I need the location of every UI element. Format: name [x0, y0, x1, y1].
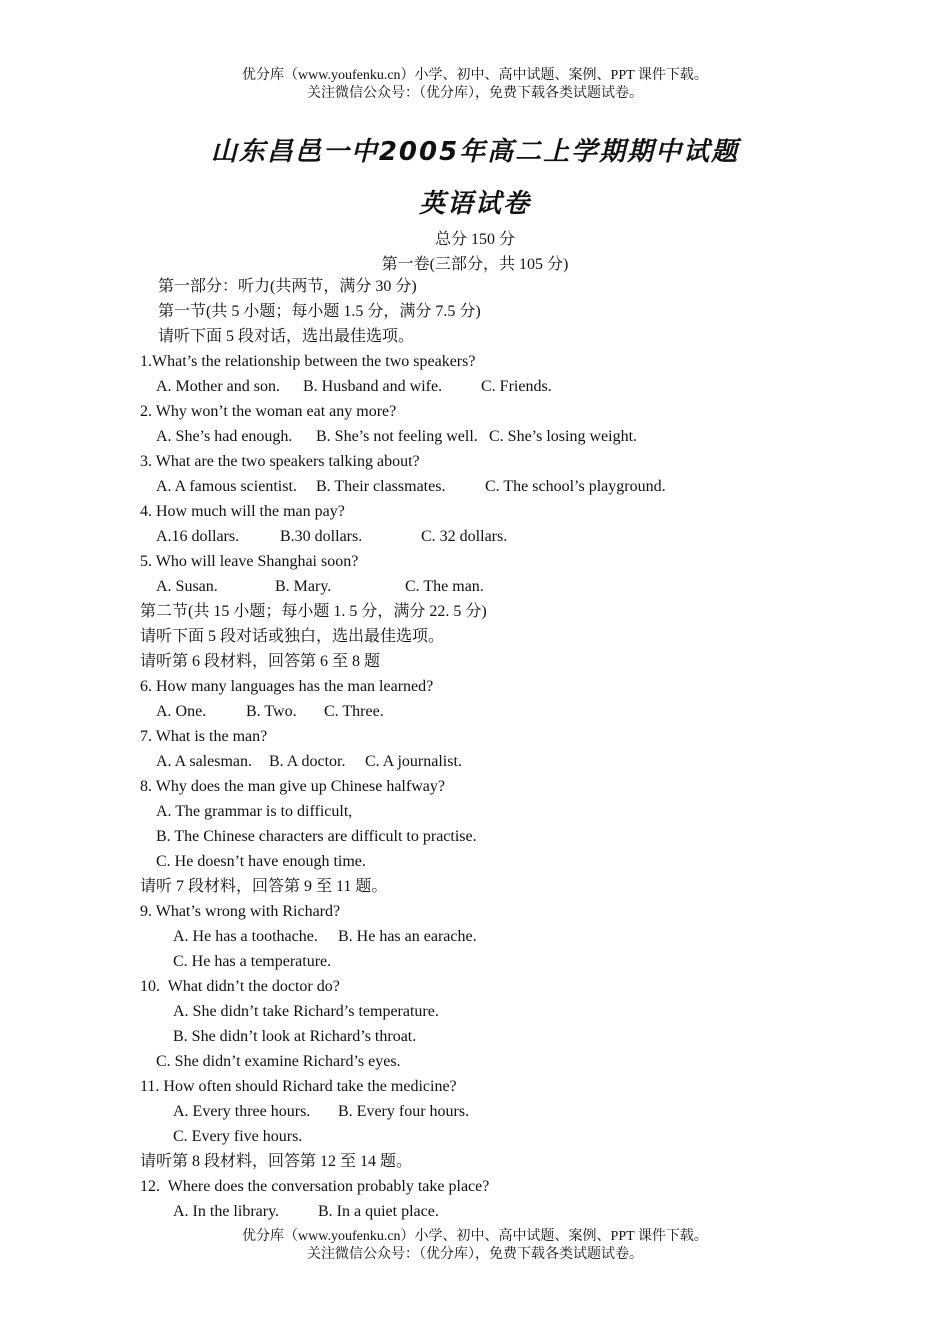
exam-subtitle: 英语试卷 [418, 189, 531, 219]
answer-option: B.30 dollars. [280, 528, 363, 545]
total-score: 总分 150 分 [434, 231, 515, 248]
text-line: 4. How much will the man pay? [140, 503, 345, 520]
text-line: 请听第 8 段材料，回答第 12 至 14 题。 [140, 1153, 413, 1170]
text-line: C. He doesn’t have enough time. [156, 853, 366, 870]
answer-options [140, 424, 840, 449]
text-line: 10. What didn’t the doctor do? [140, 978, 340, 995]
text-line: C. He has a temperature. [173, 953, 332, 970]
header-line-1: 优分库（www.youfenku.cn）小学、初中、高中试题、案例、PPT 课件下载。 [242, 68, 708, 83]
text-line: 9. What’s wrong with Richard? [140, 903, 341, 920]
text-line: C. She didn’t examine Richard’s eyes. [156, 1053, 401, 1070]
answer-option: A. One. [156, 703, 207, 720]
answer-options [140, 374, 840, 399]
answer-option: C. A journalist. [365, 753, 462, 770]
answer-option: B. Husband and wife. [303, 378, 443, 395]
text-line: 8. Why does the man give up Chinese halfway? [140, 778, 445, 795]
text-line: 5. Who will leave Shanghai soon? [140, 553, 359, 570]
answer-option: C. She’s losing weight. [489, 428, 638, 445]
answer-option: B. She’s not feeling well. [316, 428, 478, 445]
answer-options [140, 474, 840, 499]
header-line-2: 关注微信公众号：（优分库），免费下载各类试题试卷。 [307, 86, 643, 101]
page-footer [0, 1228, 950, 1264]
text-line: A. She didn’t take Richard’s temperature. [173, 1003, 439, 1020]
text-line: 第一部分：听力(共两节，满分 30 分) [158, 278, 417, 295]
text-line: 12. Where does the conversation probably take place? [140, 1178, 490, 1195]
answer-options [140, 749, 840, 774]
text-line: C. Every five hours. [173, 1128, 303, 1145]
volume-heading: 第一卷(三部分，共 105 分) [381, 256, 569, 273]
answer-option: A. In the library. [173, 1203, 280, 1220]
text-line: 请听 7 段材料，回答第 9 至 11 题。 [140, 878, 388, 895]
answer-option: A. A famous scientist. [156, 478, 297, 495]
answer-option: C. 32 dollars. [421, 528, 508, 545]
answer-option: B. Their classmates. [316, 478, 446, 495]
answer-options [140, 1199, 840, 1224]
text-line: 第二节(共 15 小题；每小题 1. 5 分，满分 22. 5 分) [140, 603, 487, 620]
text-line: 请听下面 5 段对话或独白，选出最佳选项。 [140, 628, 445, 645]
text-line: 请听第 6 段材料，回答第 6 至 8 题 [140, 653, 381, 670]
answer-option: A. She’s had enough. [156, 428, 293, 445]
exam-content [140, 274, 840, 1224]
text-line: A. The grammar is to difficult, [156, 803, 353, 820]
answer-option: A.16 dollars. [156, 528, 240, 545]
answer-option: B. A doctor. [269, 753, 346, 770]
answer-option: B. Mary. [275, 578, 332, 595]
answer-option: B. In a quiet place. [318, 1203, 439, 1220]
answer-option: B. Two. [246, 703, 297, 720]
text-line: 1.What’s the relationship between the two speakers? [140, 353, 476, 370]
answer-option: B. Every four hours. [338, 1103, 470, 1120]
answer-option: A. Mother and son. [156, 378, 280, 395]
text-line: 2. Why won’t the woman eat any more? [140, 403, 397, 420]
answer-options [140, 1099, 840, 1124]
text-line: B. The Chinese characters are difficult to practise. [156, 828, 477, 845]
answer-options [140, 699, 840, 724]
text-line: B. She didn’t look at Richard’s throat. [173, 1028, 417, 1045]
answer-options [140, 924, 840, 949]
text-line: 请听下面 5 段对话，选出最佳选项。 [158, 328, 415, 345]
footer-line-2: 关注微信公众号：（优分库），免费下载各类试题试卷。 [307, 1247, 643, 1262]
text-line: 11. How often should Richard take the medicine? [140, 1078, 457, 1095]
answer-option: C. The man. [405, 578, 484, 595]
answer-option: C. Friends. [481, 378, 552, 395]
answer-option: C. The school’s playground. [485, 478, 666, 495]
footer-line-1: 优分库（www.youfenku.cn）小学、初中、高中试题、案例、PPT 课件下载。 [242, 1229, 708, 1244]
answer-option: A. Susan. [156, 578, 218, 595]
exam-title: 山东昌邑一中2005年高二上学期期中试题 [210, 137, 740, 167]
text-line: 6. How many languages has the man learned? [140, 678, 434, 695]
answer-option: A. He has a toothache. [173, 928, 318, 945]
text-line: 3. What are the two speakers talking about? [140, 453, 420, 470]
page-header [0, 67, 950, 103]
text-line: 第一节(共 5 小题；每小题 1.5 分，满分 7.5 分) [158, 303, 481, 320]
text-line: 7. What is the man? [140, 728, 268, 745]
answer-options [140, 524, 840, 549]
answer-option: B. He has an earache. [338, 928, 477, 945]
answer-option: A. Every three hours. [173, 1103, 311, 1120]
answer-options [140, 574, 840, 599]
answer-option: A. A salesman. [156, 753, 252, 770]
answer-option: C. Three. [324, 703, 384, 720]
